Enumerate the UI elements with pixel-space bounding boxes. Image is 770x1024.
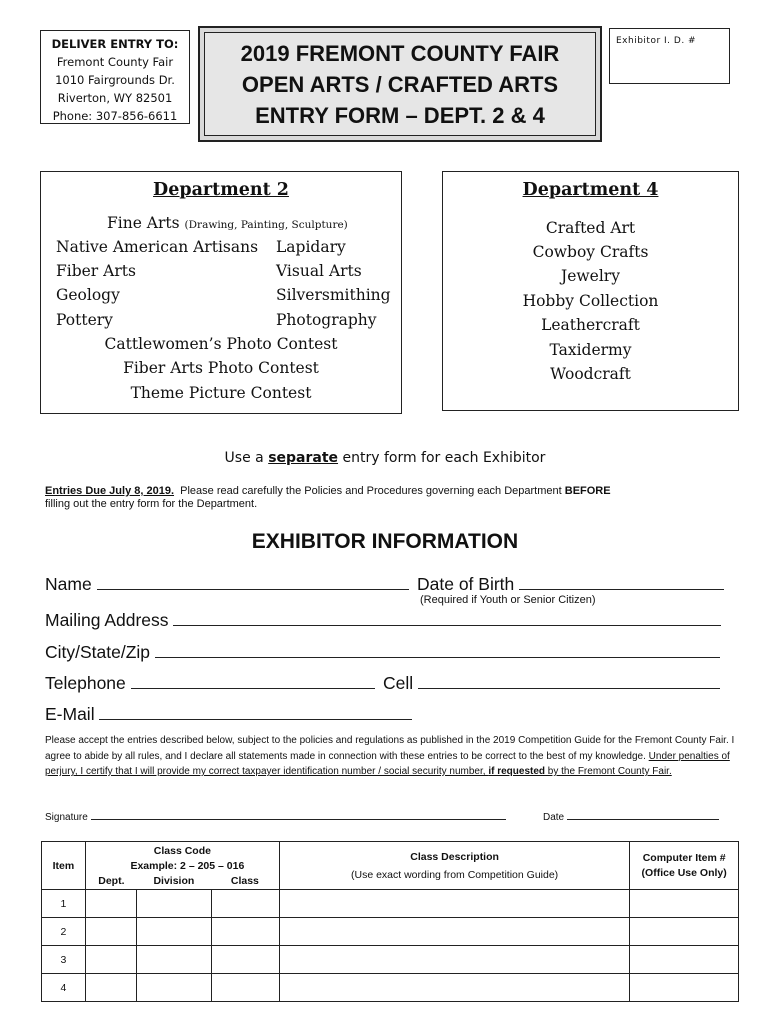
title-line: 2019 FREMONT COUNTY FAIR	[240, 41, 560, 66]
fine-arts-note: (Drawing, Painting, Sculpture)	[184, 219, 348, 231]
item-number: 1	[42, 890, 86, 918]
department-4-title: Department 4	[522, 180, 659, 200]
deliver-line: Riverton, WY 82501	[57, 91, 173, 105]
deliver-line: Phone: 307-856-6611	[52, 109, 178, 123]
dept2-category: Geology	[56, 286, 120, 304]
form-title-box	[198, 26, 602, 142]
address-input-line[interactable]	[173, 609, 721, 626]
signature-field[interactable]	[45, 810, 506, 823]
department-4-box	[442, 171, 739, 411]
cell-input-line[interactable]	[418, 672, 720, 689]
division-cell[interactable]	[137, 946, 211, 974]
deliver-line: Fremont County Fair	[56, 55, 174, 69]
description-cell[interactable]	[279, 918, 629, 946]
policy-if-requested: if requested	[488, 766, 546, 777]
separate-bold: separate	[268, 450, 339, 466]
dept2-category: Pottery	[56, 311, 113, 329]
city-state-zip-field[interactable]	[45, 641, 720, 663]
computer-title: Computer Item #	[642, 852, 726, 864]
class-code-title: Class Code	[153, 844, 211, 857]
class-cell[interactable]	[211, 946, 279, 974]
computer-item-cell	[630, 974, 739, 1002]
class-cell[interactable]	[211, 918, 279, 946]
dept-cell[interactable]	[85, 890, 136, 918]
dob-field[interactable]	[417, 573, 724, 595]
dept4-category: Taxidermy	[549, 341, 632, 359]
title-line: ENTRY FORM – DEPT. 2 & 4	[255, 103, 545, 128]
deliver-line: 1010 Fairgrounds Dr.	[55, 73, 175, 87]
description-cell[interactable]	[279, 946, 629, 974]
address-label: Mailing Address	[45, 610, 169, 630]
form-title	[204, 32, 596, 136]
dept2-fine-arts	[107, 214, 348, 232]
dept-cell[interactable]	[85, 918, 136, 946]
deliver-title: DELIVER ENTRY TO:	[51, 37, 179, 51]
entries-before: BEFORE	[564, 485, 611, 497]
description-header	[279, 842, 629, 890]
cell-label: Cell	[383, 673, 414, 693]
item-header: Item	[42, 842, 86, 890]
dept-cell[interactable]	[85, 946, 136, 974]
computer-note: (Office Use Only)	[641, 867, 727, 879]
computer-item-cell	[630, 918, 739, 946]
exhibitor-section-title: EXHIBITOR INFORMATION	[251, 530, 519, 553]
entries-due-date: Entries Due July 8, 2019.	[45, 485, 175, 497]
entries-due-text-2: filling out the entry form for the Department.	[45, 498, 258, 510]
fine-arts-label: Fine Arts	[107, 214, 180, 232]
division-subheader: Division	[153, 874, 195, 887]
policy-perjury-end: by the Fremont County Fair.	[545, 766, 672, 777]
dept2-category: Lapidary	[276, 238, 346, 256]
table-header-row	[42, 842, 739, 890]
department-2-box	[40, 171, 402, 414]
separate-pre: Use a	[224, 450, 269, 466]
title-line: OPEN ARTS / CRAFTED ARTS	[241, 72, 559, 97]
computer-item-cell	[630, 890, 739, 918]
separate-form-note	[0, 450, 770, 466]
dept2-category: Photography	[276, 311, 377, 329]
class-subheader: Class	[230, 874, 259, 887]
description-cell[interactable]	[279, 890, 629, 918]
division-cell[interactable]	[137, 890, 211, 918]
dept4-category: Hobby Collection	[522, 292, 659, 310]
dept2-contest: Fiber Arts Photo Contest	[123, 359, 319, 377]
class-cell[interactable]	[211, 974, 279, 1002]
computer-item-header	[630, 842, 739, 890]
dept4-category: Crafted Art	[545, 219, 636, 237]
email-input-line[interactable]	[99, 703, 412, 720]
dept4-category: Woodcraft	[550, 365, 631, 383]
separate-post: entry form for each Exhibitor	[338, 450, 546, 466]
city-input-line[interactable]	[155, 641, 720, 658]
exhibitor-id-label: Exhibitor I. D. #	[616, 36, 697, 46]
class-code-example: Example: 2 – 205 – 016	[130, 859, 245, 872]
table-row	[42, 918, 739, 946]
department-2-title: Department 2	[153, 180, 289, 200]
dob-label: Date of Birth	[417, 574, 515, 594]
cell-field[interactable]	[383, 672, 720, 694]
description-title: Class Description	[410, 850, 499, 863]
city-label: City/State/Zip	[45, 642, 151, 662]
entries-due-paragraph	[45, 485, 735, 511]
dob-note: (Required if Youth or Senior Citizen)	[420, 594, 596, 606]
item-number: 3	[42, 946, 86, 974]
item-number: 2	[42, 918, 86, 946]
division-cell[interactable]	[137, 974, 211, 1002]
entries-table	[41, 841, 739, 1002]
description-note: (Use exact wording from Competition Guide)	[351, 868, 559, 881]
name-field[interactable]	[45, 573, 409, 595]
item-number: 4	[42, 974, 86, 1002]
date-field[interactable]	[543, 810, 719, 823]
signature-label: Signature	[45, 812, 88, 823]
class-code-subheaders	[86, 874, 279, 888]
class-cell[interactable]	[211, 890, 279, 918]
dept2-category: Fiber Arts	[56, 262, 136, 280]
signature-input-line[interactable]	[91, 810, 506, 820]
deliver-to-box	[40, 30, 190, 124]
exhibitor-id-box[interactable]	[609, 28, 730, 84]
address-field[interactable]	[45, 609, 721, 631]
telephone-label: Telephone	[45, 673, 126, 693]
dept4-category: Cowboy Crafts	[532, 243, 649, 261]
policy-statement	[45, 733, 735, 780]
dept2-contest: Theme Picture Contest	[130, 384, 312, 402]
computer-item-cell	[630, 946, 739, 974]
division-cell[interactable]	[137, 918, 211, 946]
table-row	[42, 946, 739, 974]
dept2-contest: Cattlewomen’s Photo Contest	[104, 335, 338, 353]
dept2-category: Visual Arts	[276, 262, 362, 280]
dept2-category: Native American Artisans	[56, 238, 259, 256]
policy-perjury-text: Under penalties of perjury, I certify that I will provide my correct taxpayer identification number / social security number,	[45, 750, 730, 777]
email-field[interactable]	[45, 703, 412, 725]
table-row	[42, 890, 739, 918]
telephone-field[interactable]	[45, 672, 375, 694]
description-cell[interactable]	[279, 974, 629, 1002]
dept4-category: Jewelry	[561, 267, 620, 285]
dob-input-line[interactable]	[519, 573, 724, 590]
email-label: E-Mail	[45, 704, 95, 724]
dept-cell[interactable]	[85, 974, 136, 1002]
dept4-category: Leathercraft	[541, 316, 640, 334]
date-input-line[interactable]	[567, 810, 719, 820]
table-row	[42, 974, 739, 1002]
entries-due-text: Please read carefully the Policies and Procedures governing each Department	[174, 485, 565, 497]
dept2-category: Silversmithing	[276, 286, 391, 304]
name-input-line[interactable]	[97, 573, 409, 590]
telephone-input-line[interactable]	[131, 672, 375, 689]
class-code-header	[85, 842, 279, 890]
name-label: Name	[45, 574, 92, 594]
date-label: Date	[543, 812, 565, 823]
dept-subheader: Dept.	[98, 874, 125, 887]
policy-text: Please accept the entries described below, subject to the policies and regulations as published in the 2019 Competition Guide for the Fremont County Fair. I agree to abide by all rules, and I declare all statements made in connection with these entries to be correct to the best of my knowledge.	[45, 735, 735, 762]
